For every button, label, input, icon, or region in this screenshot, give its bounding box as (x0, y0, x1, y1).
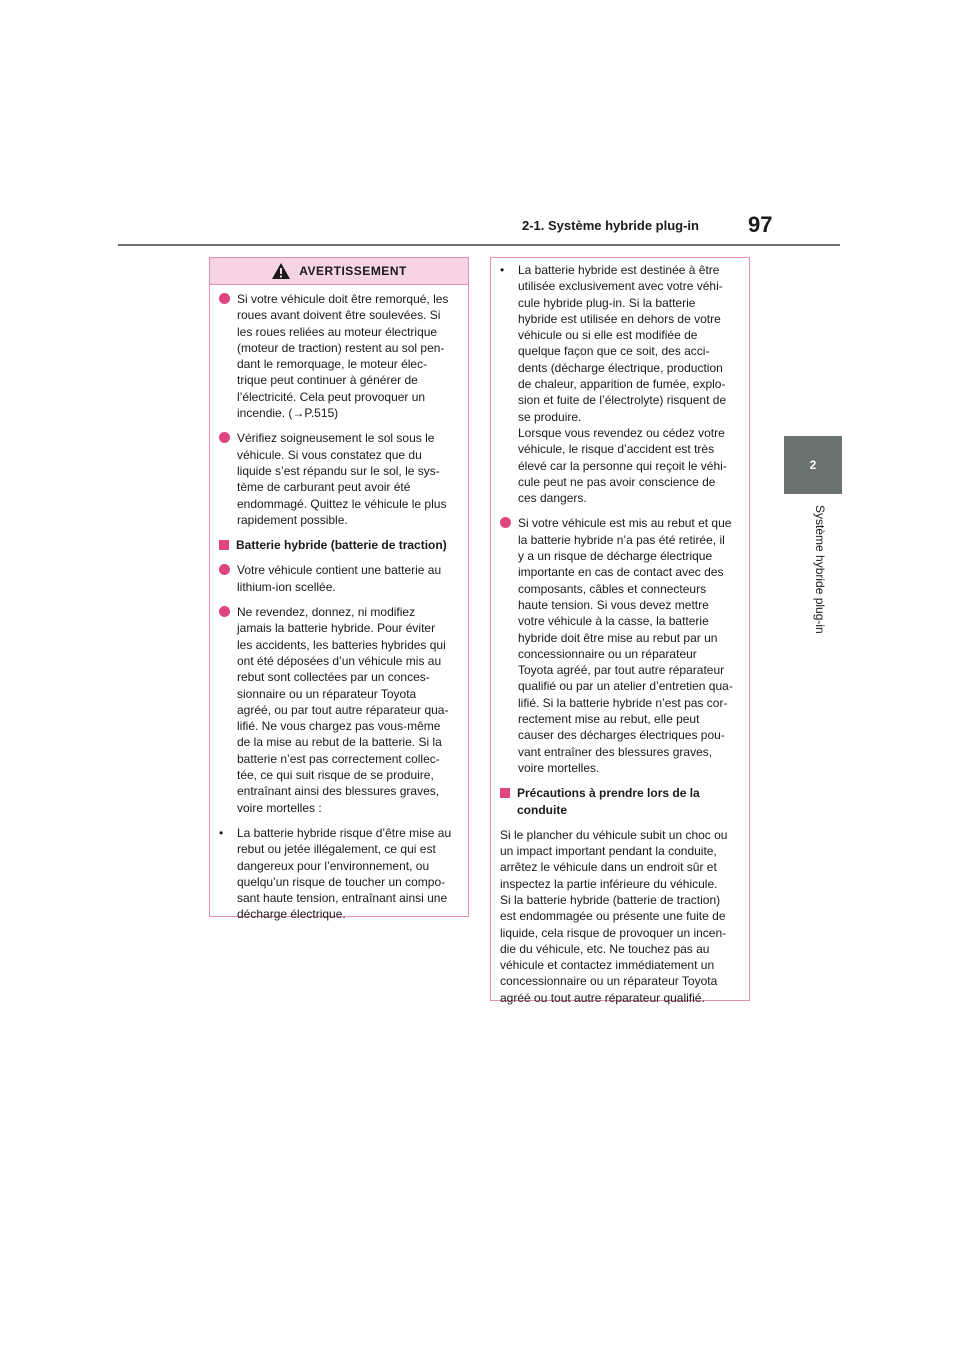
pink-square-marker-icon (219, 540, 229, 550)
list-item-text: Vérifiez soigneusement le sol sous le véhicule. Si vous constatez que du liquide s’est répandu sur le sol, le sys- tème de carburant peut avoir été endommagé. Quittez le véhicule le plus rapidement possible. (237, 431, 447, 527)
dash-list-item (500, 262, 739, 506)
section-heading (219, 537, 458, 553)
list-item (219, 562, 458, 595)
dash-bullet: • (219, 825, 224, 840)
list-item (500, 515, 739, 776)
pink-square-marker-icon (500, 788, 510, 798)
list-item-text: Si votre véhicule est mis au rebut et que la batterie hybride n’a pas été retirée, il y a un risque de décharge électrique importante en cas de contact avec des composants, câbles et connecteurs haute tension. Si vous devez mettre votre véhicule à la casse, la batterie hybride doit être mise au rebut par un concessionnaire ou un réparateur Toyota agréé, par tout autre réparateur qualifié ou par un atelier d’entretien qua- lifié. Si la batterie hybride n’est pas cor- rectement mise au rebut, elle peut causer des décharges électriques pou- vant entraîner des blessures graves, voire mortelles. (518, 516, 733, 775)
pink-dot-bullet-icon (219, 432, 230, 443)
section-heading-text: Batterie hybride (batterie de traction) (236, 538, 447, 553)
dash-list-item-text: La batterie hybride risque d’être mise au rebut ou jetée illégalement, ce qui est dangereux pour l’environnement, ou quelqu’un risque de toucher un compo- sant haute tension, entraînant ainsi une décharge électrique. (237, 825, 452, 922)
warning-header (210, 258, 468, 285)
side-tab-label: Système hybride plug-in (813, 505, 827, 634)
warning-content (210, 285, 468, 923)
list-item-text: Si votre véhicule doit être remorqué, les roues avant doivent être soulevées. Si les roues reliées au moteur électrique (moteur de traction) restent au sol pen- dant le remorquage, le moteur élec- trique peut continuer à générer de l’électricité. Cela peut provoquer un incendie. (→P.515) (237, 292, 449, 421)
section-heading-text: Précautions à prendre lors de la conduite (517, 786, 700, 817)
header-rule (118, 244, 840, 246)
list-item-text: Ne revendez, donnez, ni modifiez jamais la batterie hybride. Pour éviter les accidents, les batteries hybrides qui ont été déposées d’un véhicule mis au rebut sont collectées par un conces- sionnaire ou un réparateur Toyota agréé, ou par tout autre réparateur qua- lifié. Ne vous chargez pas vous-même de la mise au rebut de la batterie. Si la batterie n’est pas correctement collec- tée, ce qui suit risque de se produire, entraînant ainsi des blessures graves, voire mortelles : (237, 605, 449, 815)
list-item (219, 604, 458, 816)
pink-dot-bullet-icon (219, 293, 230, 304)
warning-box (209, 257, 469, 922)
dash-list-item (219, 825, 458, 923)
driving-precautions-paragraph: Si le plancher du véhicule subit un choc ou un impact important pendant la conduite, arrêtez le véhicule dans un endroit sûr et inspectez la partie inférieure du véhicule. Si la batterie hybride (batterie de traction) est endommagée ou présente une fuite de liquide, cela risque de provoquer un incen- die du véhicule, etc. Ne touchez pas au véhicule et contactez immédiatement un concessionnaire ou un réparateur Toyota agréé ou tout autre réparateur qualifié. (500, 827, 728, 1005)
page-number: 97 (748, 212, 773, 237)
dash-bullet: • (500, 263, 505, 277)
side-tab-number: 2 (784, 436, 842, 494)
pink-dot-bullet-icon (219, 564, 230, 575)
list-item (219, 430, 458, 528)
list-item-text: Votre véhicule contient une batterie au lithium-ion scellée. (237, 563, 442, 594)
pink-dot-bullet-icon (219, 606, 230, 617)
header-section-title: 2-1. Système hybride plug-in (522, 218, 699, 233)
warning-title: AVERTISSEMENT (299, 264, 407, 278)
warning-box-continued (490, 257, 750, 1005)
pink-dot-bullet-icon (500, 517, 511, 528)
dash-list-item-text: La batterie hybride est destinée à être utilisée exclusivement avec votre véhi- cule hybride plug-in. Si la batterie hybride est utilisée en dehors de votre véhicule ou si elle est modifiée de quelque façon que ce soit, des acci- dents (décharge électrique, production de chaleur, apparition de fumée, explo- sion et fuite de l’électrolyte) risquent de se produire. Lorsque vous revendez ou cédez votre véhicule, le risque d’accident est très élevé car la personne qui reçoit le véhi- cule peut ne pas avoir conscience de ces dangers. (518, 263, 727, 506)
warning-continued-content (491, 258, 749, 1006)
list-item (219, 291, 458, 421)
warning-triangle-icon (271, 262, 291, 280)
section-heading (500, 785, 739, 818)
